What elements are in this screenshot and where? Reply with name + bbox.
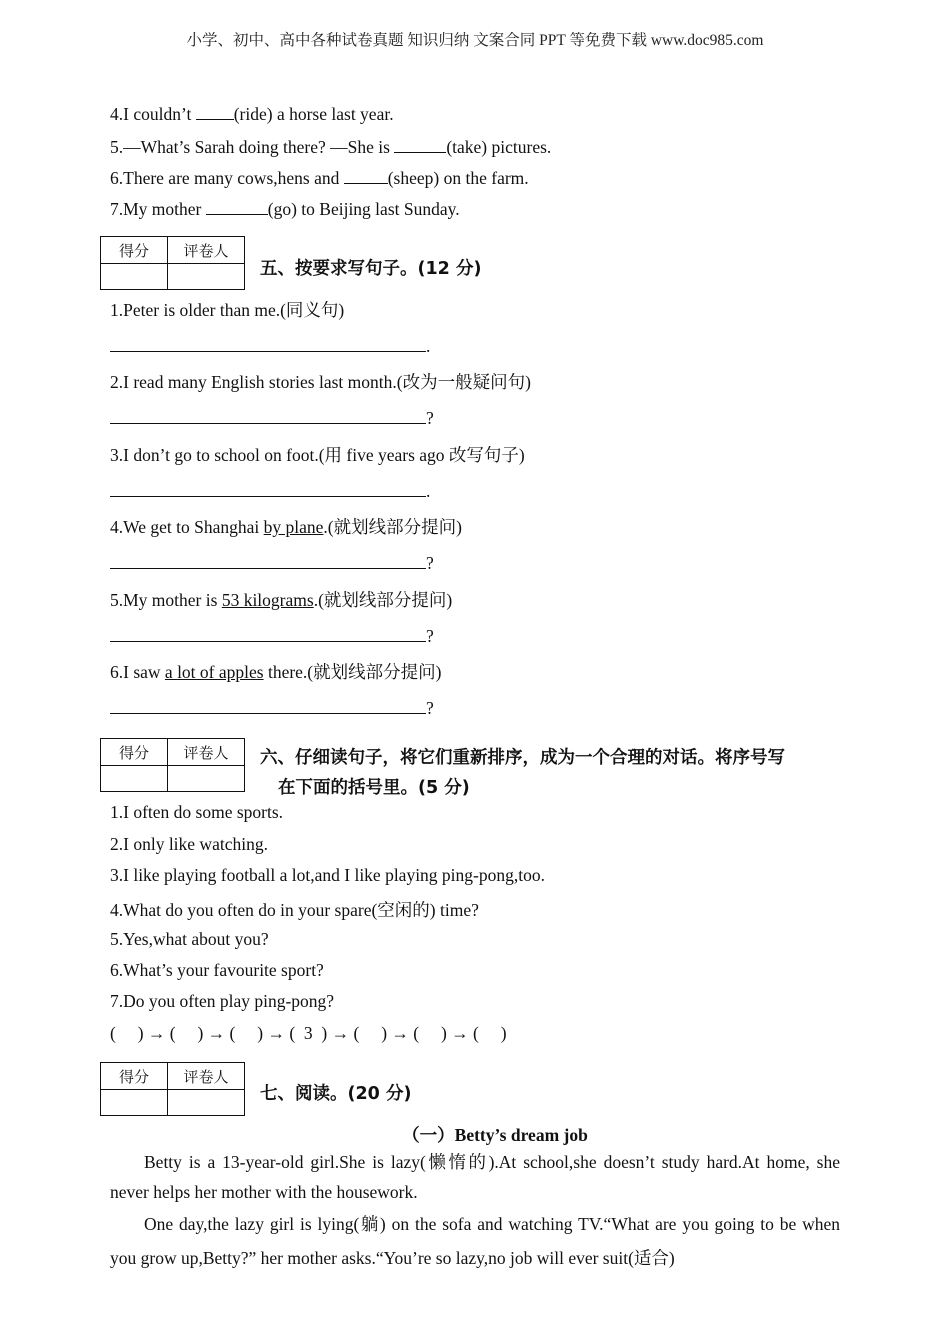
s5-question-5: 5.My mother is 53 kilograms.(就划线部分提问)	[110, 590, 453, 610]
s5-question-2: 2.I read many English stories last month.(改为一般疑问句)	[110, 372, 531, 392]
s5-answer-line-3: .	[110, 478, 430, 502]
fill-item-6: 6.There are many cows,hens and (sheep) on the farm.	[110, 168, 529, 188]
reading-paragraph-1: Betty is a 13-year-old girl.She is lazy(懒惰的).At school,she doesn’t study hard.At home, she never helps her mother with the housework.	[110, 1152, 840, 1202]
section5-title: 五、按要求写句子。(12 分)	[260, 259, 482, 279]
s5-question-6: 6.I saw a lot of apples there.(就划线部分提问)	[110, 662, 442, 682]
reading-title: （一）Betty’s dream job	[402, 1125, 588, 1145]
s6-order-answer: ( ) → ( ) → ( ) → ( 3 ) → ( ) → ( ) → ( )	[110, 1023, 507, 1043]
score-box-7: 得分 评卷人	[100, 1062, 245, 1116]
section6-title-line2: 在下面的括号里。(5 分)	[278, 778, 470, 798]
s5-answer-line-1: .	[110, 333, 430, 357]
section6-title-line1: 六、仔细读句子，将它们重新排序，成为一个合理的对话。将序号写	[260, 748, 785, 768]
s5-answer-line-4: ?	[110, 550, 434, 574]
reading-paragraph-2: One day,the lazy girl is lying(躺) on the sofa and watching TV.“What are you going to be when you grow up,Betty?” her mother asks.“You’re so lazy,no job will ever suit(适合)	[110, 1214, 840, 1268]
s6-sentence-6: 6.What’s your favourite sport?	[110, 960, 324, 980]
s5-question-4: 4.We get to Shanghai by plane.(就划线部分提问)	[110, 517, 462, 537]
s6-sentence-4: 4.What do you often do in your spare(空闲的) time?	[110, 900, 479, 920]
s6-sentence-2: 2.I only like watching.	[110, 834, 268, 854]
s6-sentence-1: 1.I often do some sports.	[110, 802, 284, 822]
s5-answer-line-2: ?	[110, 405, 434, 429]
s6-sentence-5: 5.Yes,what about you?	[110, 929, 269, 949]
score-box-6: 得分 评卷人	[100, 738, 245, 792]
score-box-5: 得分 评卷人	[100, 236, 245, 290]
s5-answer-line-6: ?	[110, 695, 434, 719]
s5-question-3: 3.I don’t go to school on foot.(用 five years ago 改写句子)	[110, 445, 525, 465]
section7-title: 七、阅读。(20 分)	[260, 1084, 412, 1104]
s5-question-1: 1.Peter is older than me.(同义句)	[110, 300, 345, 320]
fill-item-7: 7.My mother (go) to Beijing last Sunday.	[110, 199, 460, 219]
s6-sentence-3: 3.I like playing football a lot,and I like playing ping-pong,too.	[110, 865, 545, 885]
s5-answer-line-5: ?	[110, 623, 434, 647]
page-header: 小学、初中、高中各种试卷真题 知识归纳 文案合同 PPT 等免费下载 www.doc985.com	[186, 32, 764, 49]
s6-sentence-7: 7.Do you often play ping-pong?	[110, 991, 335, 1011]
fill-item-5: 5.—What’s Sarah doing there? —She is (take) pictures.	[110, 137, 552, 157]
fill-item-4: 4.I couldn’t (ride) a horse last year.	[110, 104, 394, 124]
